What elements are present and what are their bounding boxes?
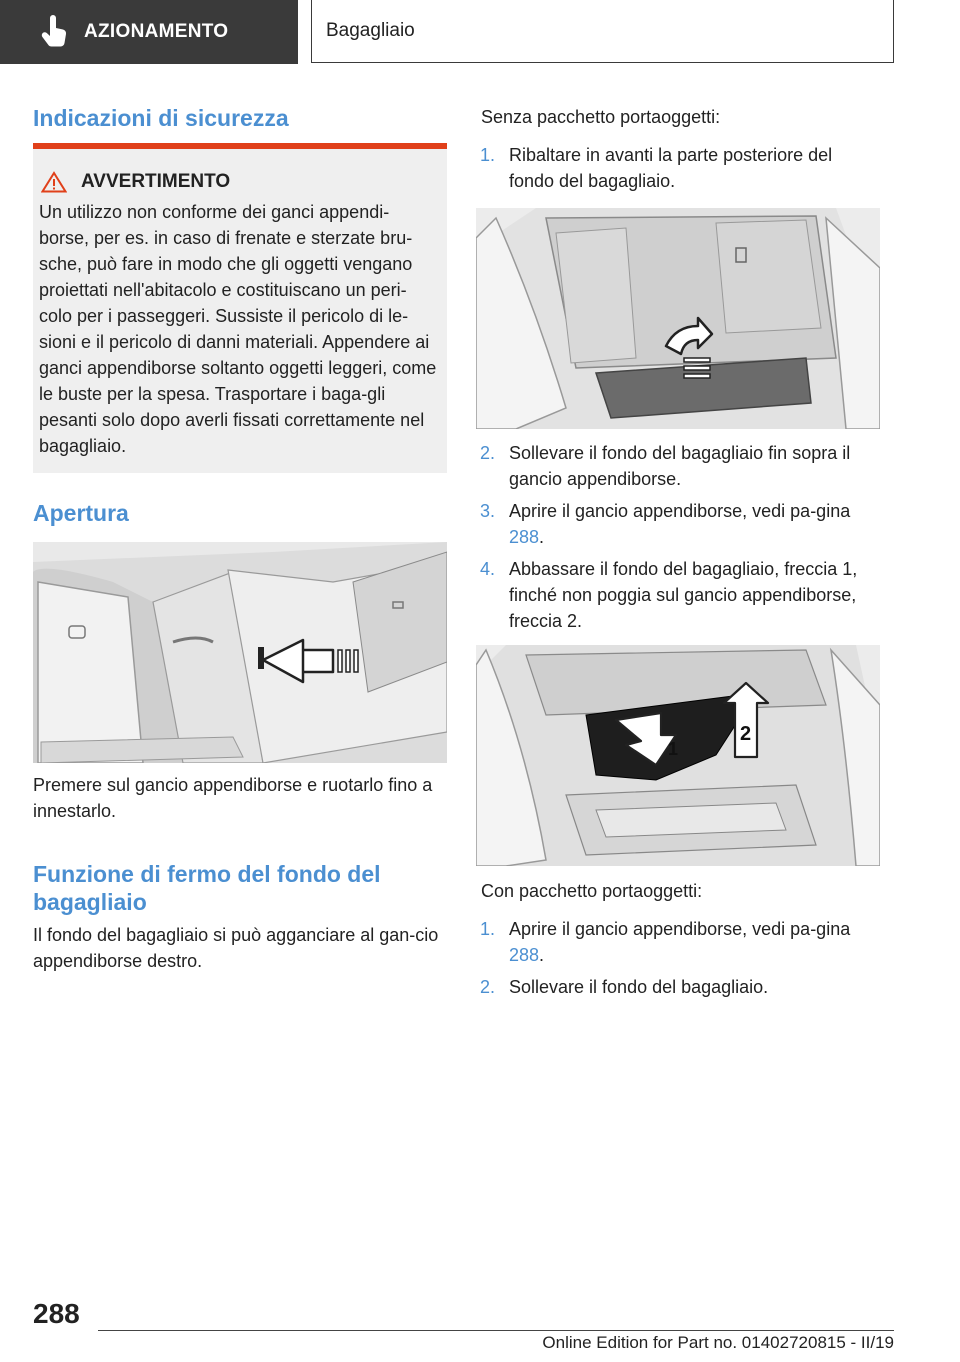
pointing-hand-icon <box>36 14 72 50</box>
warning-text: Un utilizzo non conforme dei ganci appendi-borse, per es. in caso di frenate e sterzate bru-sche, può fare in modo che gli oggetti vengano proiettati nell'abitacolo e costituiscano un peri-colo per i passeggeri. Sussiste il pericolo di le-sioni e il pericolo di danni materiali. Appendere ai ganci appendiborse soltanto oggetti leggeri, come le buste per la spesa. Trasportare i baga-gli pesanti solo dopo averli fissati correttamente nel bagagliaio. <box>39 202 437 456</box>
list-item <box>476 440 880 492</box>
warning-triangle-icon <box>41 171 67 193</box>
step-number: 1. <box>480 145 496 165</box>
topic-title: Bagagliaio <box>326 20 415 41</box>
edition-note: Online Edition for Part no. 01402720815 - II/19 <box>542 1333 894 1352</box>
step-text: Sollevare il fondo del bagagliaio fin sopra il gancio appendiborse. <box>509 443 851 489</box>
lock-heading: Funzione di fermo del fondo del bagagliaio <box>33 861 381 915</box>
without-intro: Senza pacchetto portaoggetti: <box>481 107 721 127</box>
list-item <box>476 142 880 194</box>
step-number: 2. <box>480 977 496 997</box>
steps-without-a <box>476 142 880 200</box>
step-text: Ribaltare in avanti la parte posteriore del fondo del bagagliaio. <box>509 145 833 191</box>
step-number: 4. <box>480 559 496 579</box>
list-item <box>476 974 880 1000</box>
footer-divider <box>98 1330 894 1331</box>
page-number: 288 <box>33 1298 80 1329</box>
step-text: Aprire il gancio appendiborse, vedi pa-gina <box>509 919 851 939</box>
figure-trunk-floor-lowered <box>476 645 880 866</box>
safety-heading: Indicazioni di sicurezza <box>33 105 289 131</box>
step-text: Aprire il gancio appendiborse, vedi pa-gina <box>509 501 851 521</box>
step-text: Abbassare il fondo del bagagliaio, freccia 1, finché non poggia sul gancio appendiborse, freccia 2. <box>509 559 858 631</box>
step-number: 2. <box>480 443 496 463</box>
section-tab <box>0 0 298 64</box>
opening-heading: Apertura <box>33 500 129 526</box>
list-item <box>476 556 880 634</box>
steps-without-b <box>476 440 880 640</box>
step-text: Sollevare il fondo del bagagliaio. <box>509 977 769 997</box>
arrow-1-label: 1 <box>668 739 679 759</box>
lock-text: Il fondo del bagagliaio si può agganciare al gan-cio appendiborse destro. <box>33 925 439 971</box>
figure-trunk-floor <box>476 208 880 429</box>
arrow-2-label: 2 <box>740 723 752 745</box>
topic-header <box>311 0 894 63</box>
warning-title: AVVERTIMENTO <box>81 171 231 192</box>
page-reference-link[interactable]: 288 <box>509 527 540 547</box>
figure-bag-hook <box>33 542 447 763</box>
warning-box <box>33 143 447 473</box>
step-number: 1. <box>480 919 496 939</box>
section-title: AZIONAMENTO <box>84 21 229 42</box>
list-item <box>476 916 880 968</box>
step-number: 3. <box>480 501 496 521</box>
step-text-end: . <box>539 945 545 965</box>
step-text-end: . <box>539 527 545 547</box>
page-reference-link[interactable]: 288 <box>509 945 540 965</box>
warning-title-row <box>41 171 437 193</box>
list-item <box>476 498 880 550</box>
with-intro: Con pacchetto portaoggetti: <box>481 881 703 901</box>
steps-with <box>476 916 880 1006</box>
opening-text: Premere sul gancio appendiborse e ruotarlo fino a innestarlo. <box>33 775 433 821</box>
